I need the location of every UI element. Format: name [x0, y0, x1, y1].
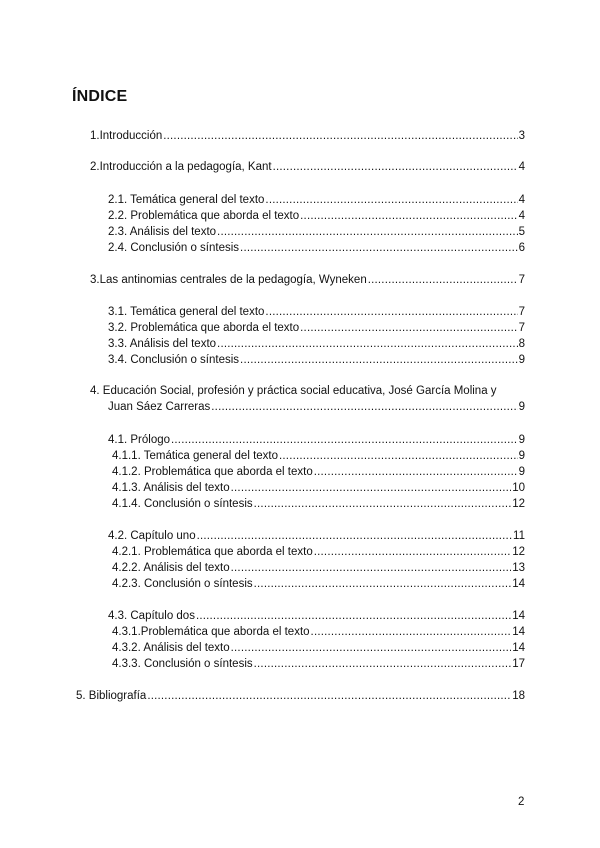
toc-entry-label: Introducción a la pedagogía, Kant: [99, 161, 272, 173]
toc-entry-label: 3.2. Problemática que aborda el texto: [108, 322, 300, 334]
toc-entry-page: 18: [512, 690, 525, 702]
toc-entry-4-2[interactable]: [108, 529, 525, 543]
toc-entry-label: 4.1.4. Conclusión o síntesis: [112, 498, 253, 510]
toc-entry-2-3[interactable]: [108, 225, 525, 239]
toc-entry-label: 2.3. Análisis del texto: [108, 226, 217, 238]
toc-entry-page: 9: [518, 434, 525, 446]
toc-entry-label: 4.3.2. Análisis del texto: [112, 642, 230, 654]
toc-entry-page: 4: [518, 210, 525, 222]
toc-entry-label: 4.3. Capítulo dos: [108, 610, 195, 622]
toc-entry-number: 3.: [90, 274, 100, 286]
leader-dots: [197, 529, 512, 543]
toc-entry-page: 12: [512, 546, 525, 558]
toc-entry-label: 3.1. Temática general del texto: [108, 306, 265, 318]
toc-entry-page: 9: [518, 354, 525, 366]
toc-entry-2[interactable]: [90, 160, 525, 174]
toc-entry-number: 1.: [90, 130, 100, 142]
toc-entry-page: 4: [518, 161, 525, 173]
leader-dots: [211, 400, 517, 414]
toc-entry-4-1-4[interactable]: [112, 497, 525, 511]
toc-entry-label: 4.2.1. Problemática que aborda el texto: [112, 546, 313, 558]
toc-entry-label: 4.2.2. Análisis del texto: [112, 562, 230, 574]
toc-entry-4-3-2[interactable]: [112, 641, 525, 655]
toc-entry-5[interactable]: [76, 689, 525, 703]
toc-entry-4-3[interactable]: [108, 609, 525, 623]
toc-entry-page: 9: [518, 401, 525, 413]
toc-entry-2-2[interactable]: [108, 209, 525, 223]
toc-entry-label: 3.3. Análisis del texto: [108, 338, 217, 350]
toc-entry-2-4[interactable]: [108, 241, 525, 255]
toc-entry-page: 14: [512, 610, 525, 622]
toc-entry-label: 3.4. Conclusión o síntesis: [108, 354, 240, 366]
toc-entry-label: 2.2. Problemática que aborda el texto: [108, 210, 300, 222]
leader-dots: [163, 129, 517, 143]
toc-heading: ÍNDICE: [72, 88, 128, 105]
toc-entry-page: 9: [518, 450, 525, 462]
toc-entry-1[interactable]: [90, 129, 525, 143]
leader-dots: [265, 193, 517, 207]
toc-entry-label: 4.3.3. Conclusión o síntesis: [112, 658, 253, 670]
toc-entry-page: 7: [518, 274, 525, 286]
toc-entry-page: 13: [512, 562, 525, 574]
toc-entry-3-1[interactable]: [108, 305, 525, 319]
toc-entry-4-line1[interactable]: [90, 384, 497, 398]
leader-dots: [147, 689, 511, 703]
toc-entry-page: 14: [512, 578, 525, 590]
toc-entry-page: 14: [512, 642, 525, 654]
toc-entry-label: 4.2. Capítulo uno: [108, 530, 196, 542]
leader-dots: [231, 561, 512, 575]
toc-entry-page: 11: [513, 530, 525, 542]
toc-entry-4-line2[interactable]: [108, 400, 525, 414]
leader-dots: [314, 465, 518, 479]
leader-dots: [265, 305, 517, 319]
toc-entry-label: 4.1. Prólogo: [108, 434, 171, 446]
toc-entry-label: 4.1.3. Análisis del texto: [112, 482, 230, 494]
toc-entry-label: 4.3.1.Problemática que aborda el texto: [112, 626, 310, 638]
leader-dots: [231, 481, 512, 495]
leader-dots: [240, 241, 518, 255]
toc-entry-4-3-1[interactable]: [112, 625, 525, 639]
toc-entry-number: 2.: [90, 161, 100, 173]
leader-dots: [254, 577, 512, 591]
toc-entry-3-2[interactable]: [108, 321, 525, 335]
toc-entry-label: Las antinomias centrales de la pedagogía, Wyneken: [99, 274, 367, 286]
toc-entry-page: 5: [518, 226, 525, 238]
toc-entry-4-2-1[interactable]: [112, 545, 525, 559]
page-number: 2: [518, 796, 525, 808]
toc-entry-page: 6: [518, 242, 525, 254]
toc-entry-4-1[interactable]: [108, 433, 525, 447]
toc-entry-number: 4.: [90, 385, 100, 397]
toc-entry-4-1-3[interactable]: [112, 481, 525, 495]
toc-entry-page: 7: [518, 322, 525, 334]
toc-entry-3-4[interactable]: [108, 353, 525, 367]
toc-entry-label: 5. Bibliografía: [76, 690, 147, 702]
leader-dots: [196, 609, 511, 623]
toc-entry-page: 9: [518, 466, 525, 478]
leader-dots: [300, 209, 517, 223]
toc-entry-4-1-2[interactable]: [112, 465, 525, 479]
leader-dots: [217, 337, 518, 351]
toc-entry-label: 4.1.1. Temática general del texto: [112, 450, 279, 462]
leader-dots: [311, 625, 512, 639]
toc-entry-page: 8: [518, 338, 525, 350]
leader-dots: [300, 321, 517, 335]
toc-entry-4-1-1[interactable]: [112, 449, 525, 463]
leader-dots: [240, 353, 518, 367]
toc-entry-label: Introducción: [99, 130, 163, 142]
leader-dots: [254, 657, 512, 671]
toc-entry-page: 12: [512, 498, 525, 510]
toc-entry-label: 2.4. Conclusión o síntesis: [108, 242, 240, 254]
toc-entry-page: 3: [518, 130, 525, 142]
leader-dots: [231, 641, 512, 655]
toc-entry-4-2-3[interactable]: [112, 577, 525, 591]
toc-entry-label: Educación Social, profesión y práctica social educativa, José García Molina y: [102, 385, 497, 397]
toc-entry-label: 4.2.3. Conclusión o síntesis: [112, 578, 253, 590]
toc-entry-2-1[interactable]: [108, 193, 525, 207]
toc-entry-3-3[interactable]: [108, 337, 525, 351]
toc-entry-3[interactable]: [90, 273, 525, 287]
toc-entry-label-continued: Juan Sáez Carreras: [108, 401, 211, 413]
leader-dots: [171, 433, 518, 447]
toc-entry-page: 10: [512, 482, 525, 494]
leader-dots: [279, 449, 518, 463]
leader-dots: [217, 225, 518, 239]
toc-entry-4-3-3[interactable]: [112, 657, 525, 671]
leader-dots: [314, 545, 511, 559]
toc-entry-page: 17: [512, 658, 525, 670]
toc-entry-page: 14: [512, 626, 525, 638]
toc-entry-page: 4: [518, 194, 525, 206]
toc-entry-page: 7: [518, 306, 525, 318]
leader-dots: [254, 497, 512, 511]
toc-entry-label: 2.1. Temática general del texto: [108, 194, 265, 206]
leader-dots: [368, 273, 518, 287]
toc-entry-label: 4.1.2. Problemática que aborda el texto: [112, 466, 313, 478]
toc-entry-4-2-2[interactable]: [112, 561, 525, 575]
leader-dots: [273, 160, 518, 174]
